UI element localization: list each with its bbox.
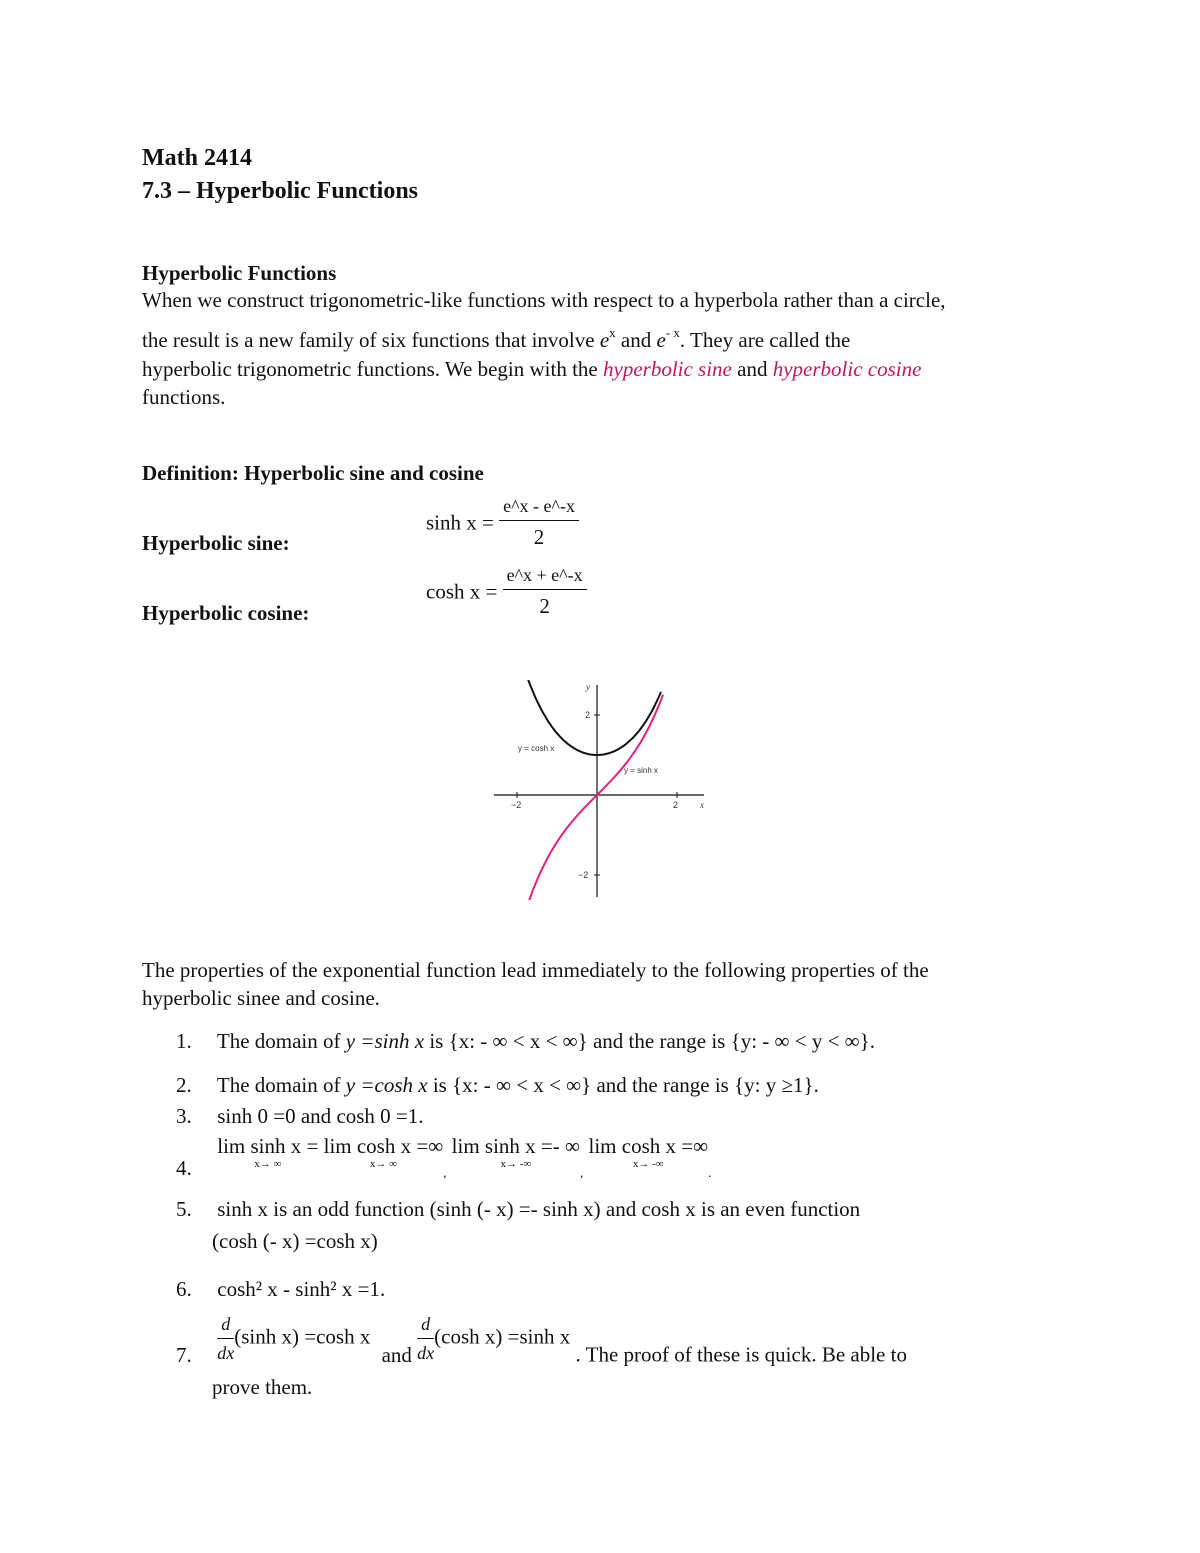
- property-2-range-text: and the range is: [596, 1073, 729, 1097]
- e-x-sup: x: [609, 325, 616, 341]
- limit-2: [324, 1136, 444, 1170]
- property-5-even: is an even function: [700, 1197, 861, 1221]
- property-1-function: y =sinh x: [345, 1029, 425, 1053]
- limit-4-sub: x→ -∞: [632, 1158, 664, 1170]
- property-2-text: The domain of: [216, 1073, 341, 1097]
- properties-intro-1: The properties of the exponential function lead immediately to the following properties of the: [142, 958, 929, 982]
- limit-3-expr: lim sinh x =- ∞: [451, 1134, 580, 1158]
- property-3: [176, 1102, 424, 1130]
- property-2: [176, 1071, 819, 1099]
- property-7-and: and: [381, 1342, 412, 1367]
- property-5-odd: is an odd function: [273, 1197, 425, 1221]
- property-6-end: .: [379, 1277, 386, 1301]
- sinh-fraction: [499, 494, 579, 552]
- course-title: Math 2414: [142, 145, 252, 171]
- limit-1-sub: x→ ∞: [254, 1158, 282, 1170]
- intro-line-3: [142, 355, 1062, 383]
- sine-label: Hyperbolic sine:: [142, 531, 290, 555]
- deriv-2-d: d: [417, 1312, 434, 1339]
- cosine-label: Hyperbolic cosine:: [142, 601, 310, 625]
- e-minus-x-sup: - x: [665, 325, 680, 341]
- e-x-base: e: [599, 328, 610, 353]
- intro-line-2: [142, 324, 1062, 354]
- sinh-lhs: sinh x =: [426, 510, 494, 535]
- cosh-numerator: e^x + e^-x: [503, 563, 587, 590]
- property-3-end: .: [418, 1104, 424, 1128]
- properties-intro-2: hyperbolic sinee and cosine.: [142, 986, 380, 1011]
- section-title: 7.3 – Hyperbolic Functions: [142, 178, 419, 204]
- e-minus-x-base: e: [656, 328, 666, 353]
- deriv-2-dx: dx: [417, 1343, 435, 1364]
- limit-3-sub: x→ -∞: [500, 1158, 532, 1170]
- intro-heading: Hyperbolic Functions: [142, 261, 337, 285]
- property-6-number: 6.: [176, 1277, 192, 1301]
- property-2-domain: {x: - ∞ < x < ∞}: [452, 1073, 592, 1097]
- intro-line-2b: . They are called the: [679, 328, 851, 353]
- property-1-range-text: and the range is: [592, 1029, 726, 1053]
- property-4: [176, 1136, 711, 1182]
- property-1-number: 1.: [176, 1029, 192, 1053]
- limit-4-expr: lim cosh x =∞: [588, 1134, 709, 1158]
- property-5-number: 5.: [176, 1197, 192, 1221]
- intro-and-2: and: [737, 356, 768, 381]
- limit-3: [452, 1136, 580, 1170]
- property-7: [176, 1312, 907, 1369]
- property-1-end: .: [869, 1029, 875, 1053]
- property-3-sinh0: sinh 0 =0: [217, 1104, 296, 1128]
- tick-x-neg: −2: [511, 800, 522, 810]
- intro-line-3a: hyperbolic trigonometric functions. We begin with the: [142, 356, 598, 381]
- property-1: [176, 1027, 875, 1055]
- property-3-cosh0: cosh 0 =1: [336, 1104, 419, 1128]
- property-5-odd-identity: (sinh (- x) =- sinh x): [429, 1197, 601, 1221]
- sinh-denominator: 2: [533, 525, 545, 550]
- sinh-formula: [426, 494, 579, 552]
- intro-line-1: When we construct trigonometric-like functions with respect to a hyperbola rather than a circle,: [142, 288, 946, 312]
- cosh-fraction: [503, 563, 587, 621]
- property-4-end: .: [708, 1165, 712, 1180]
- property-5: [176, 1195, 860, 1223]
- property-4-number: 4.: [176, 1156, 192, 1180]
- property-3-number: 3.: [176, 1104, 192, 1128]
- deriv-1-dx: dx: [217, 1343, 235, 1364]
- limit-2-expr: lim cosh x =∞: [323, 1134, 444, 1158]
- hyperbolic-cosine-term: hyperbolic cosine: [772, 356, 922, 381]
- property-2-number: 2.: [176, 1073, 192, 1097]
- deriv-2-operator: [417, 1312, 434, 1366]
- cosh-lhs: cosh x =: [426, 579, 498, 604]
- intro-paragraph: [142, 286, 1062, 411]
- cosh-formula: [426, 563, 587, 621]
- hyperbolic-sine-term: hyperbolic sine: [603, 356, 732, 381]
- property-7-number: 7.: [176, 1342, 192, 1367]
- limit-2-sub: x→ ∞: [369, 1158, 397, 1170]
- x-axis-label: x: [700, 800, 704, 810]
- property-7-tail: . The proof of these is quick. Be able to: [575, 1342, 907, 1367]
- tick-x-pos: 2: [673, 800, 679, 810]
- hyperbolic-graph: [490, 680, 720, 900]
- deriv-1-d: d: [217, 1312, 234, 1339]
- property-5-cosh: cosh x: [641, 1197, 696, 1221]
- cosh-curve-label: y = cosh x: [518, 744, 555, 753]
- sinh-curve-label: y = sinh x: [624, 766, 659, 775]
- property-1-range: {y: - ∞ < y < ∞}: [730, 1029, 870, 1053]
- property-2-is: is: [432, 1073, 447, 1097]
- property-6: [176, 1275, 385, 1303]
- deriv-1-expr: (sinh x) =cosh x: [234, 1324, 371, 1349]
- limit-sep-2: ,: [580, 1165, 584, 1180]
- property-1-text: The domain of: [216, 1029, 341, 1053]
- cosh-denominator: 2: [539, 594, 550, 619]
- property-2-function: y =cosh x: [345, 1073, 428, 1097]
- tick-y-pos: 2: [585, 710, 591, 720]
- property-7-tail-2: prove them.: [212, 1375, 313, 1399]
- limit-1: [217, 1136, 318, 1170]
- property-6-identity: cosh² x - sinh² x =1: [217, 1277, 380, 1301]
- limit-1-expr: lim sinh x =: [217, 1134, 319, 1158]
- intro-line-2a: the result is a new family of six functions that involve: [142, 328, 595, 353]
- properties-intro: [142, 956, 1062, 1013]
- property-2-end: .: [813, 1073, 819, 1097]
- definition-heading: Definition: Hyperbolic sine and cosine: [142, 461, 484, 485]
- property-5-and: and: [605, 1197, 637, 1221]
- intro-and: and: [620, 328, 652, 353]
- deriv-1-operator: [217, 1312, 234, 1366]
- limit-sep-1: ,: [443, 1165, 447, 1180]
- property-5-even-identity: (cosh (- x) =cosh x): [212, 1229, 378, 1253]
- limit-4: [589, 1136, 709, 1170]
- property-1-domain: {x: - ∞ < x < ∞}: [448, 1029, 588, 1053]
- intro-line-4: functions.: [142, 385, 226, 410]
- sinh-numerator: e^x - e^-x: [499, 494, 579, 521]
- deriv-2-expr: (cosh x) =sinh x: [434, 1324, 571, 1349]
- property-5-sinh: sinh x: [217, 1197, 269, 1221]
- y-axis-label: y: [586, 682, 590, 692]
- property-1-is: is: [429, 1029, 444, 1053]
- tick-y-neg: −2: [578, 870, 589, 880]
- property-3-and: and: [300, 1104, 332, 1128]
- property-2-range: {y: y ≥1}: [734, 1073, 814, 1097]
